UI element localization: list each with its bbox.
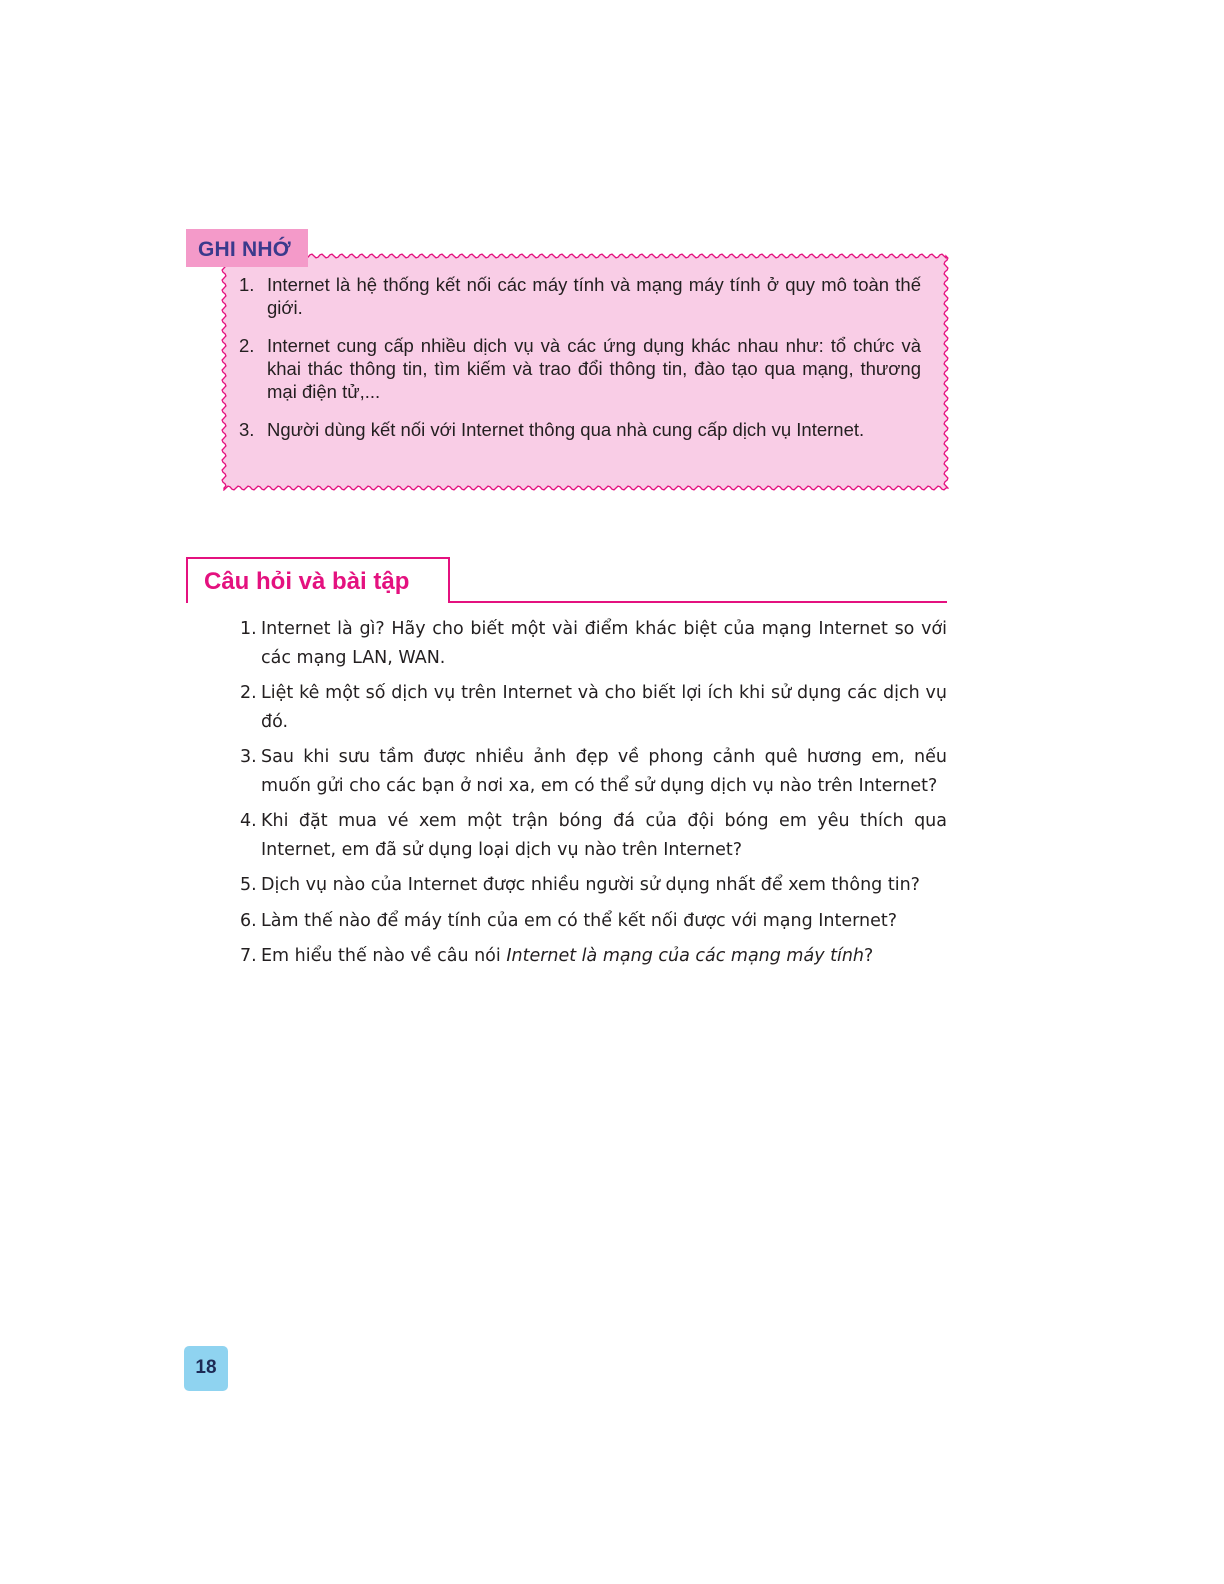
exercise-text: Làm thế nào để máy tính của em có thể kết nối được với mạng Internet? <box>261 910 898 931</box>
exercise-text: Liệt kê một số dịch vụ trên Internet và cho biết lợi ích khi sử dụng các dịch vụ đó. <box>261 683 947 732</box>
exercise-item: 1. Internet là gì? Hãy cho biết một vài điểm khác biệt của mạng Internet so với các mạng LAN, WAN. <box>240 619 947 668</box>
exercise-text: Em hiểu thế nào về câu nói Internet là mạng của các mạng máy tính? <box>261 946 874 966</box>
exercise-text: Internet là gì? Hãy cho biết một vài điểm khác biệt của mạng Internet so với các mạng LAN, WAN. <box>261 619 947 668</box>
remember-item-text: Internet cung cấp nhiều dịch vụ và các ứng dụng khác nhau như: tổ chức và khai thác thông tin, tìm kiếm và trao đổi thông tin, đào tạo qua mạng, thương mại điện tử,... <box>267 335 921 402</box>
exercise-item: 3. Sau khi sưu tầm được nhiều ảnh đẹp về phong cảnh quê hương em, nếu muốn gửi cho các bạn ở nơi xa, em có thể sử dụng dịch vụ nào trên Internet? <box>240 747 947 796</box>
remember-item: 2. Internet cung cấp nhiều dịch vụ và các ứng dụng khác nhau như: tổ chức và khai thác thông tin, tìm kiếm và trao đổi thông tin, đào tạo qua mạng, thương mại điện tử,... <box>239 335 921 402</box>
exercise-text: Dịch vụ nào của Internet được nhiều người sử dụng nhất để xem thông tin? <box>261 875 920 895</box>
exercise-list <box>240 615 947 978</box>
exercise-item: 6. Làm thế nào để máy tính của em có thể kết nối được với mạng Internet? <box>240 910 898 931</box>
exercise-item: 5. Dịch vụ nào của Internet được nhiều người sử dụng nhất để xem thông tin? <box>240 875 920 895</box>
page-number: 18 <box>184 1346 228 1391</box>
remember-item: 3. Người dùng kết nối với Internet thông qua nhà cung cấp dịch vụ Internet. <box>239 419 865 440</box>
remember-item-text: Người dùng kết nối với Internet thông qua nhà cung cấp dịch vụ Internet. <box>267 419 865 440</box>
exercise-text: Khi đặt mua vé xem một trận bóng đá của đội bóng em yêu thích qua Internet, em đã sử dụng loại dịch vụ nào trên Internet? <box>261 811 947 860</box>
remember-list <box>239 273 921 456</box>
exercise-text: Sau khi sưu tầm được nhiều ảnh đẹp về phong cảnh quê hương em, nếu muốn gửi cho các bạn ở nơi xa, em có thể sử dụng dịch vụ nào trên Internet? <box>261 747 947 796</box>
remember-item: 1. Internet là hệ thống kết nối các máy tính và mạng máy tính ở quy mô toàn thế giới. <box>239 274 921 318</box>
remember-title: GHI NHỚ <box>186 229 308 267</box>
exercise-item: 4. Khi đặt mua vé xem một trận bóng đá của đội bóng em yêu thích qua Internet, em đã sử dụng loại dịch vụ nào trên Internet? <box>240 811 947 860</box>
remember-item-text: Internet là hệ thống kết nối các máy tính và mạng máy tính ở quy mô toàn thế giới. <box>267 274 921 318</box>
exercise-item: 2. Liệt kê một số dịch vụ trên Internet và cho biết lợi ích khi sử dụng các dịch vụ đó. <box>240 683 947 732</box>
exercises-heading: Câu hỏi và bài tập <box>186 557 450 603</box>
remember-box <box>221 253 949 491</box>
exercise-quote: Internet là mạng của các mạng máy tính <box>506 946 865 966</box>
exercise-item: 7. Em hiểu thế nào về câu nói Internet là mạng của các mạng máy tính? <box>240 946 874 966</box>
